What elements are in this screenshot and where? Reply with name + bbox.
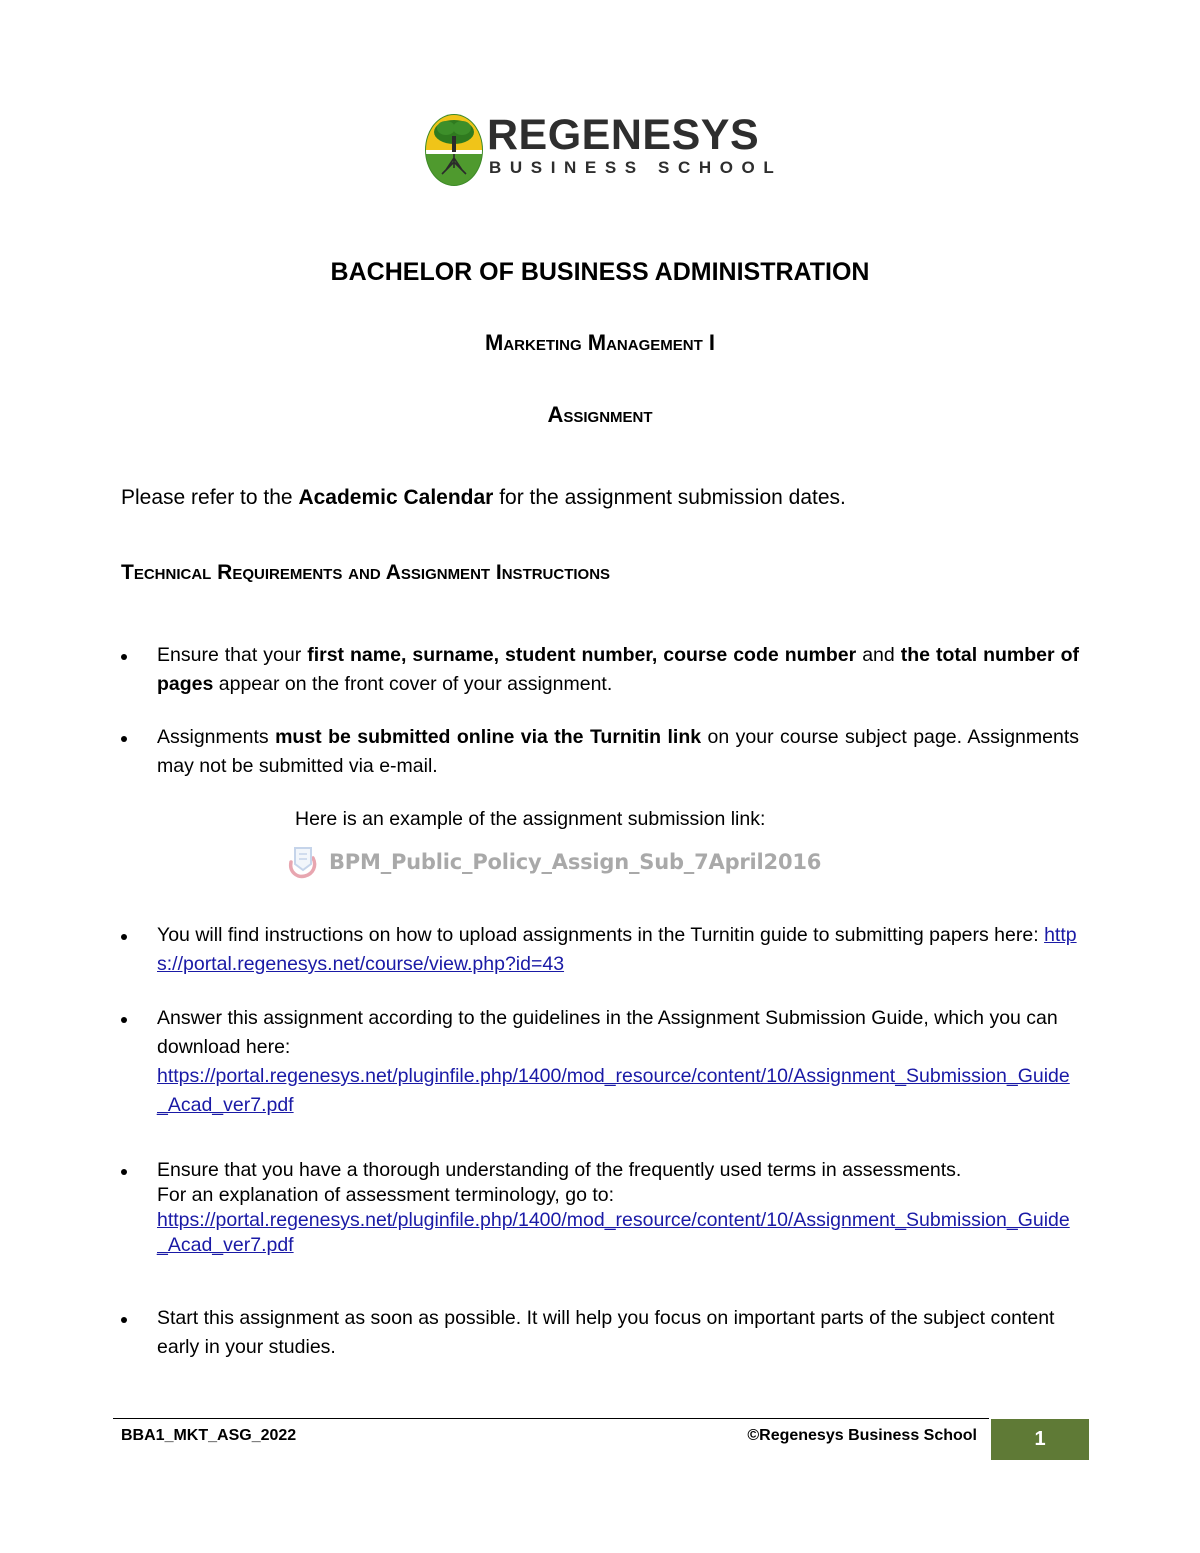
- example-link-text: BPM_Public_Policy_Assign_Sub_7April2016: [329, 850, 822, 874]
- bullet-icon: [121, 1169, 127, 1175]
- submission-guide-link[interactable]: https://portal.regenesys.net/pluginfile.php/1400/mod_resource/content/10/Assignment_Submission_Guide_Acad_ver7.pdf: [157, 1065, 1070, 1116]
- footer-copyright: ©Regenesys Business School: [747, 1427, 977, 1444]
- bullet-icon: [121, 654, 127, 660]
- logo-subtitle: BUSINESS SCHOOL: [489, 158, 783, 177]
- item-text: You will find instructions on how to upload assignments in the Turnitin guide to submitting papers here:: [157, 924, 1045, 946]
- regenesys-logo: [424, 112, 784, 188]
- intro-text-end: for the assignment submission dates.: [493, 486, 846, 509]
- item-bold-text: the total number of pages: [157, 644, 1080, 695]
- footer-divider: [113, 1418, 989, 1419]
- footer-document-code: BBA1_MKT_ASG_2022: [121, 1427, 297, 1444]
- item-bold-text: must be submitted online via the Turnitin link: [275, 726, 702, 748]
- academic-calendar-text: Academic Calendar: [298, 486, 494, 509]
- bullet-icon: [121, 1317, 127, 1323]
- item-bold-text: first name, surname, student number, course code number: [307, 644, 857, 666]
- bullet-icon: [121, 736, 127, 742]
- tree-globe-icon: [424, 112, 486, 188]
- turnitin-icon: [285, 842, 323, 880]
- item-text: on your course subject page. Assignments may not be submitted via e-mail.: [157, 726, 1079, 777]
- item-text: Ensure that you have a thorough understanding of the frequently used terms in assessments.: [157, 1159, 962, 1181]
- intro-paragraph: [121, 486, 846, 510]
- doc-type-heading: Assignment: [547, 402, 653, 427]
- list-item: [121, 1158, 1079, 1258]
- logo-wordmark: REGENESYS: [487, 111, 760, 159]
- section-heading: Technical Requirements and Assignment Instructions: [121, 561, 611, 584]
- item-text: Answer this assignment according to the guidelines in the Assignment Submission Guide, which you can download here:: [157, 1007, 1058, 1058]
- bullet-icon: [121, 934, 127, 940]
- page-number-badge: 1: [991, 1419, 1089, 1460]
- intro-text: Please refer to the: [121, 486, 299, 509]
- example-submission-link[interactable]: [285, 840, 822, 880]
- item-text: For an explanation of assessment terminology, go to:: [157, 1184, 615, 1206]
- document-title: BACHELOR OF BUSINESS ADMINISTRATION: [330, 258, 870, 286]
- item-text: and: [856, 644, 901, 666]
- list-item: [121, 1004, 1079, 1120]
- list-item: [121, 921, 1079, 979]
- bullet-icon: [121, 1017, 127, 1023]
- list-item: [121, 641, 1079, 699]
- item-text: Start this assignment as soon as possible. It will help you focus on important parts of the subject content early in your studies.: [157, 1307, 1055, 1358]
- example-caption: Here is an example of the assignment submission link:: [295, 808, 766, 830]
- list-item: [121, 723, 1079, 781]
- subject-heading: Marketing Management I: [485, 330, 715, 355]
- terminology-guide-link[interactable]: https://portal.regenesys.net/pluginfile.php/1400/mod_resource/content/10/Assignment_Submission_Guide_Acad_ver7.pdf: [157, 1209, 1070, 1256]
- list-item: [121, 1304, 1079, 1362]
- item-text: Assignments: [157, 726, 276, 748]
- item-text: Ensure that your: [157, 644, 308, 666]
- course-guide-link[interactable]: https://portal.regenesys.net/course/view.php?id=43: [157, 924, 1077, 975]
- item-text: appear on the front cover of your assignment.: [213, 673, 613, 695]
- instructions-list: [121, 641, 1079, 1362]
